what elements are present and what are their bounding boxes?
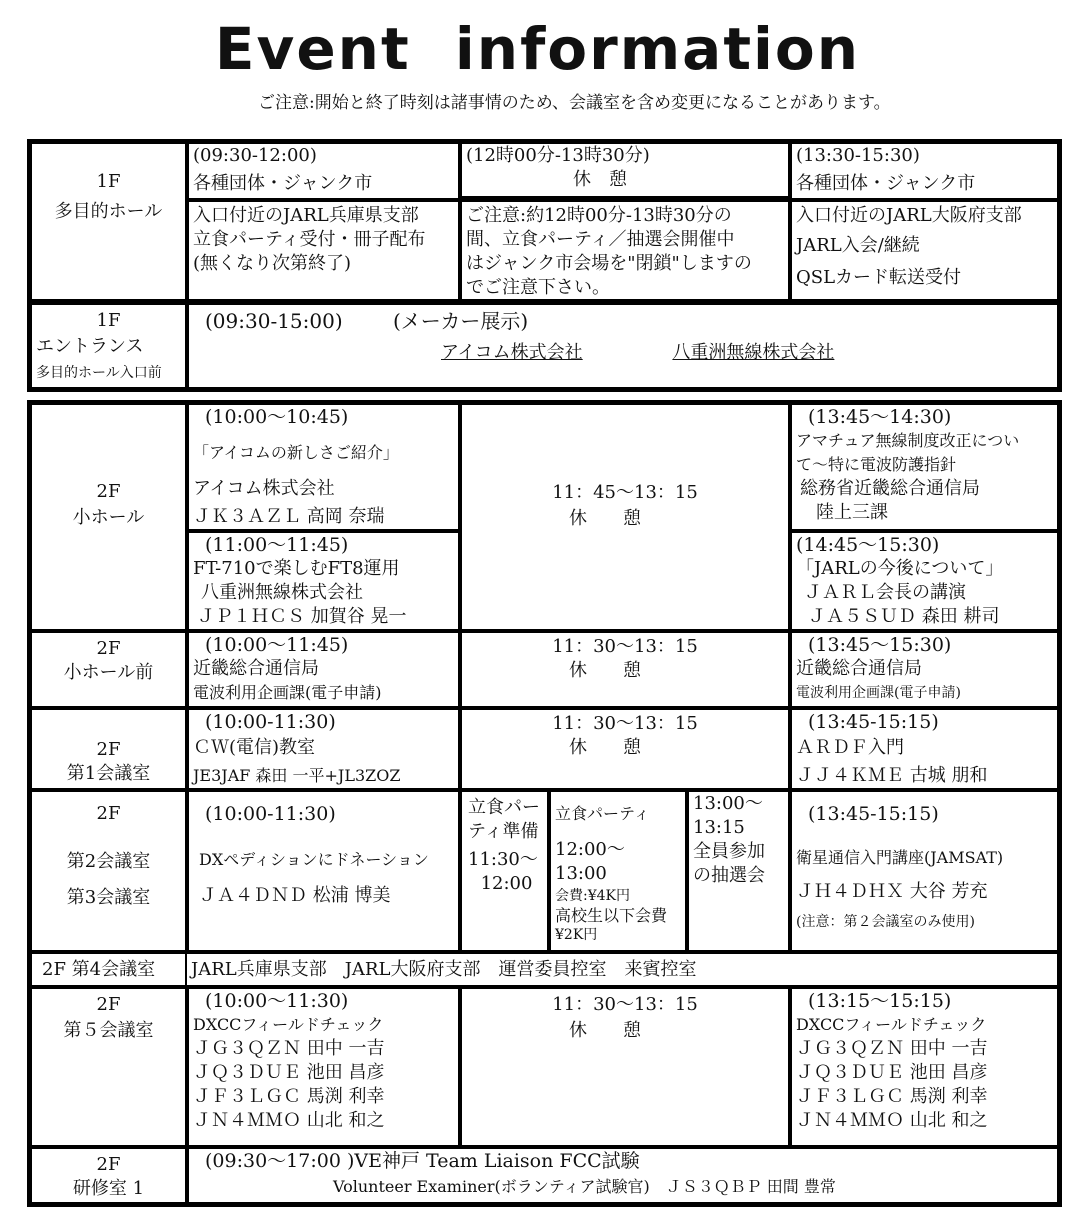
checker: ＪＮ４ＭＭＯ 山北 和之 [796, 1110, 988, 1131]
time-slot: (13:45〜14:30) [808, 406, 952, 428]
exhibitor-dept: 電波利用企画課(電子申請) [193, 683, 382, 702]
room1-am [187, 708, 460, 790]
time-slot: (10:00〜11:45) [205, 634, 349, 656]
room23-pm [790, 790, 1059, 952]
party-time: 13:00 [555, 863, 607, 884]
time-slot: (10:00〜11:30) [205, 990, 349, 1012]
floor-label: 2F [96, 638, 121, 659]
note-line: でご注意下さい。 [466, 277, 610, 298]
floor-label: 1F [96, 310, 121, 331]
time-slot: (09:30-15:00) [205, 309, 343, 333]
maker-yaesu: 八重洲無線株式会社 [672, 342, 835, 363]
session-title-cont: て〜特に電波防護指針 [796, 455, 957, 474]
session-title: DXCCフィールドチェック [193, 1015, 384, 1034]
room1-pm [790, 708, 1059, 790]
room1-label-cell [30, 708, 187, 790]
speaker-name: ＪＡ５ＳＵＤ 森田 耕司 [808, 606, 1000, 627]
room23-am [187, 790, 460, 952]
event-title: 各種団体・ジャンク市 [796, 173, 976, 194]
break-time: 11：45〜13：15 [552, 482, 698, 503]
break-time: 11：30〜13：15 [552, 713, 698, 734]
session-title: 「アイコムの新しさご紹介」 [193, 443, 399, 462]
exam-examiner: Volunteer Examiner(ボランティア試験官) ＪＳ３ＱＢＰ 田間 豊常 [333, 1177, 836, 1196]
room-label: 小ホール [72, 507, 145, 528]
time-slot: (10:00-11:30) [205, 711, 336, 733]
exhibit-header [205, 309, 1053, 333]
desk-line: QSLカード転送受付 [796, 267, 962, 288]
room-note: (注意：第２会議室のみ使用) [796, 914, 975, 930]
floor-label: 2F [96, 481, 121, 502]
room5-am [187, 987, 460, 1147]
party-fee-student-amount: ¥2K円 [555, 927, 598, 943]
training-room-event [187, 1147, 1059, 1204]
room23-label-cell [30, 790, 187, 952]
break-label: 休 憩 [569, 508, 641, 529]
lottery-title: の抽選会 [693, 865, 765, 886]
session-title: FT-710で楽しむFT8運用 [193, 558, 400, 579]
break-label: 休 憩 [573, 169, 627, 190]
hall-am-desk [187, 200, 460, 301]
hall-noon-slot [460, 142, 790, 200]
lottery-time: 13:00〜 [693, 793, 763, 814]
floor-label: 2F [96, 739, 121, 760]
hall-am-slot [187, 142, 460, 200]
party-fee-student: 高校生以下会費 [555, 906, 668, 925]
exhibitor: 近畿総合通信局 [193, 658, 319, 679]
small-hall-front-break [460, 631, 790, 708]
session-title: 衛星通信入門講座(JAMSAT) [796, 848, 1004, 867]
small-hall-front-am [187, 631, 460, 708]
hall-noon-note [460, 200, 790, 301]
room-usage: JARL兵庫県支部 JARL大阪府支部 運営委員控室 来賓控室 [191, 959, 697, 980]
schedule-change-notice: ご注意:開始と終了時刻は諸事情のため、会議室を含め変更になることがあります。 [258, 93, 891, 113]
room-label: 小ホール前 [63, 662, 154, 683]
session-title: ＡＲＤＦ入門 [796, 737, 904, 758]
page-title: Event information [214, 15, 861, 83]
room-label: 第3会議室 [66, 887, 151, 908]
desk-line: 入口付近のJARL兵庫県支部 [193, 205, 419, 226]
speaker-name: ＪＡ４ＤＮＤ 松浦 博美 [199, 885, 391, 906]
time-slot: (13:45-15:15) [808, 711, 939, 733]
prep-time: 11:30〜 [468, 849, 538, 870]
room5-label-cell [30, 987, 187, 1147]
session-title: DXペディションにドネーション [199, 850, 429, 869]
time-slot: (13:30-15:30) [796, 145, 920, 166]
exam-title: (09:30〜17:00 )VE神戸 Team Liaison FCC試験 [205, 1150, 640, 1172]
checker: ＪＦ３ＬＧＣ 馬渕 利幸 [796, 1086, 988, 1107]
lottery-time: 13:15 [693, 817, 745, 838]
lottery-title: 全員参加 [693, 841, 765, 862]
maker-list [205, 341, 1053, 365]
speaker-dept: 陸上三課 [816, 502, 888, 523]
prep-line: ティ準備 [468, 821, 539, 842]
lottery [687, 790, 790, 952]
floor-label: 2F [96, 1154, 121, 1175]
checker: ＪＱ３ＤＵＥ 池田 昌彦 [796, 1062, 988, 1083]
room-label: 第2会議室 [66, 851, 151, 872]
speaker-org: 八重洲無線株式会社 [201, 582, 363, 603]
speaker-name: ＪＰ１ＨＣＳ 加賀谷 晃一 [197, 606, 407, 627]
speaker-name: ＪＪ４ＫＭＥ 古城 朋和 [796, 765, 988, 786]
party-time: 12:00〜 [555, 839, 625, 860]
break-time: 11：30〜13：15 [552, 636, 698, 657]
speaker-org: ＪＡＲＬ会長の講演 [804, 582, 966, 603]
desk-line: 入口付近のJARL大阪府支部 [796, 205, 1022, 226]
break-label: 休 憩 [569, 1020, 641, 1041]
hall-pm-desk [790, 200, 1059, 301]
speaker-name: ＪＨ４ＤＨＸ 大谷 芳充 [796, 881, 988, 902]
exhibit-title: (メーカー展示) [393, 309, 529, 333]
note-line: ご注意:約12時00分-13時30分の [466, 205, 732, 226]
party-prep [460, 790, 549, 952]
room-label: 研修室 1 [72, 1178, 145, 1199]
small-hall-label-cell [30, 403, 187, 631]
time-slot: (10:00〜10:45) [205, 406, 349, 428]
small-hall-front-pm [790, 631, 1059, 708]
training-room-label-cell [30, 1147, 187, 1204]
session-title: アマチュア無線制度改正につい [796, 431, 1020, 450]
hall-label-cell [30, 142, 187, 301]
exhibitor: 近畿総合通信局 [796, 658, 922, 679]
floor-label: 2F [96, 803, 121, 824]
time-slot: (13:45〜15:30) [808, 634, 952, 656]
entrance-label-cell [30, 301, 187, 389]
room-label: 2F 第4会議室 [42, 959, 156, 980]
room4-usage [185, 952, 1059, 987]
prep-time: 12:00 [480, 873, 533, 894]
break-label: 休 憩 [569, 660, 641, 681]
small-hall-break [460, 403, 790, 631]
speaker-name: ＪＫ３ＡＺＬ 高岡 奈瑞 [193, 506, 385, 527]
desk-line: 立食パーティ受付・冊子配布 [193, 229, 426, 250]
small-hall-pm1 [790, 403, 1059, 531]
room4-label-cell [30, 952, 187, 987]
room-label: エントランス [36, 336, 144, 357]
small-hall-am2 [187, 531, 460, 631]
checker: ＪＦ３ＬＧＣ 馬渕 利幸 [193, 1086, 385, 1107]
note-line: はジャンク市会場を"閉鎖"しますの [466, 253, 752, 274]
event-title: 各種団体・ジャンク市 [193, 173, 373, 194]
checker: ＪＱ３ＤＵＥ 池田 昌彦 [193, 1062, 385, 1083]
note-line: 間、立食パーティ／抽選会開催中 [466, 229, 735, 250]
room5-break [460, 987, 790, 1147]
desk-line: (無くなり次第終了) [193, 253, 352, 274]
break-label: 休 憩 [569, 737, 641, 758]
checker: ＪＧ３ＱＺＮ 田中 一吉 [796, 1038, 988, 1059]
time-slot: (13:15〜15:15) [808, 990, 952, 1012]
room-sublabel: 多目的ホール入口前 [36, 365, 162, 381]
room-label: 第５会議室 [63, 1020, 154, 1041]
prep-line: 立食パー [468, 797, 540, 818]
time-slot: (09:30-12:00) [193, 145, 317, 166]
desk-line: JARL入会/継続 [796, 235, 920, 256]
party-title: 立食パーティ [555, 804, 650, 823]
small-hall-pm2 [790, 531, 1059, 631]
session-title: ＣＷ(電信)教室 [193, 737, 316, 758]
time-slot: (13:45-15:15) [808, 803, 939, 825]
time-slot: (10:00-11:30) [205, 803, 336, 825]
time-slot: (12時00分-13時30分) [466, 145, 650, 166]
time-slot: (11:00〜11:45) [205, 534, 349, 556]
checker: ＪＧ３ＱＺＮ 田中 一吉 [193, 1038, 385, 1059]
floor-label: 2F [96, 994, 121, 1015]
entrance-exhibit [187, 301, 1059, 389]
party-fee: 会費:¥4K円 [555, 888, 630, 904]
hall-pm-slot [790, 142, 1059, 200]
time-slot: (14:45〜15:30) [796, 534, 940, 556]
small-hall-am1 [187, 403, 460, 531]
break-time: 11：30〜13：15 [552, 994, 698, 1015]
room1-break [460, 708, 790, 790]
speaker-name: JE3JAF 森田 一平+JL3ZOZ [193, 766, 401, 785]
checker: ＪＮ４ＭＭＯ 山北 和之 [193, 1110, 385, 1131]
session-title: DXCCフィールドチェック [796, 1015, 987, 1034]
room-label: 多目的ホール [54, 201, 163, 222]
maker-icom: アイコム株式会社 [441, 342, 583, 363]
floor-label: 1F [96, 171, 121, 192]
speaker-org: アイコム株式会社 [193, 478, 335, 499]
small-hall-front-label-cell [30, 631, 187, 708]
exhibitor-dept: 電波利用企画課(電子申請) [796, 685, 961, 701]
room-label: 第1会議室 [66, 763, 151, 784]
speaker-org: 総務省近畿総合通信局 [800, 478, 980, 499]
session-title: 「JARLの今後について」 [796, 558, 1004, 579]
room5-pm [790, 987, 1059, 1147]
party [549, 790, 687, 952]
